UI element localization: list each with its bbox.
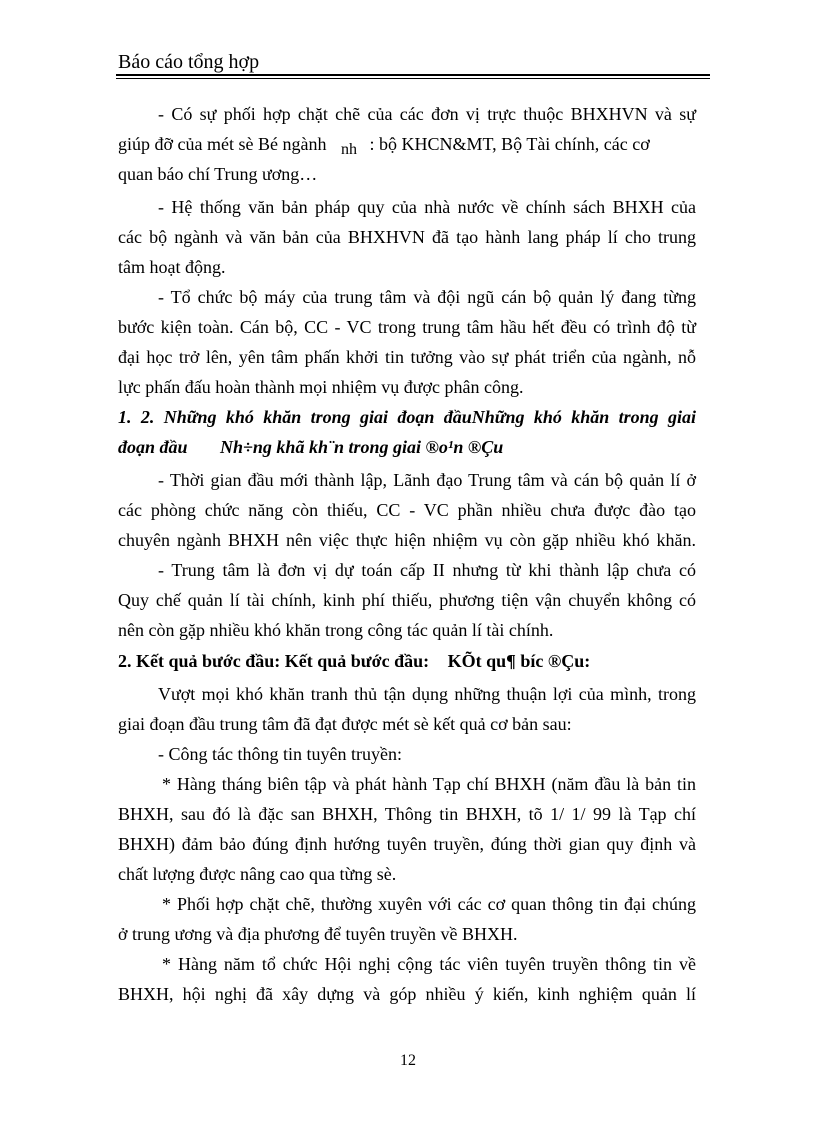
body-line: * Hàng năm tổ chức Hội nghị cộng tác viên tuyên truyền thông tin về [162,954,696,974]
body-line: * Hàng tháng biên tập và phát hành Tạp chí BHXH (năm đầu là bản tin [162,774,696,794]
body-line: - Tổ chức bộ máy của trung tâm và đội ngũ cán bộ quản lý đang từng [158,287,696,307]
body-line: bước kiện toàn. Cán bộ, CC - VC trong trung tâm hầu hết đều có trình độ từ [118,317,696,337]
body-line: chất lượng được nâng cao qua từng sè. [118,864,397,884]
body-line: tâm hoạt động. [118,257,226,277]
body-line: giai đoạn đầu trung tâm đã đạt được mét sè kết quả cơ bản sau: [118,714,572,734]
body-line: BHXH, sau đó là đặc san BHXH, Thông tin BHXH, tõ 1/ 1/ 99 là Tạp chí [118,804,696,824]
body-text: : bộ KHCN&MT, Bộ Tài chính, các cơ [369,134,650,154]
page-header-title: Báo cáo tổng hợp [118,51,260,73]
body-line: nên còn gặp nhiều khó khăn trong công tác quản lí tài chính. [118,620,554,640]
body-line: BHXH) đảm bảo đúng định hướng tuyên truyền, đúng thời gian quy định và [118,834,696,854]
header-rule-thin [116,78,710,79]
section-heading-text: KÕt qu¶ bíc ®Çu: [447,651,591,671]
section-heading: 1. 2. Những khó khăn trong giai đoạn đầuNhững khó khăn trong giai [118,407,696,427]
body-line: - Có sự phối hợp chặt chẽ của các đơn vị trực thuộc BHXHVN và sự [158,104,696,124]
section-heading [118,436,503,458]
body-line: quan báo chí Trung ương… [118,164,318,184]
body-line: Vượt mọi khó khăn tranh thủ tận dụng những thuận lợi của mình, trong [158,684,696,704]
body-line: Quy chế quản lí tài chính, kinh phí thiếu, phương tiện vận chuyển không có [118,590,696,610]
body-line [118,133,650,157]
body-line: - Công tác thông tin tuyên truyền: [158,744,402,764]
body-line: - Thời gian đầu mới thành lập, Lãnh đạo Trung tâm và cán bộ quản lí ở [158,470,696,490]
section-heading [118,650,590,672]
body-line: ở trung ương và địa phương để tuyên truyền về BHXH. [118,924,518,944]
section-heading-text: Nh÷ng khã kh¨n trong giai ®o¹n ®Çu [220,437,504,457]
body-line: đại học trở lên, yên tâm phấn khởi tin tưởng vào sự phát triển của ngành, nỗ [118,347,696,367]
body-line: - Trung tâm là đơn vị dự toán cấp II nhưng từ khi thành lập chưa có [158,560,696,580]
body-line: các phòng chức năng còn thiếu, CC - VC phần nhiều chưa được đào tạo [118,500,696,520]
body-line: BHXH, hội nghị đã xây dựng và góp nhiều ý kiến, kinh nghiệm quản lí [118,984,696,1004]
body-line: * Phối hợp chặt chẽ, thường xuyên với các cơ quan thông tin đại chúng [162,894,696,914]
body-text: giúp đỡ của mét sè Bé ngành [118,134,327,154]
page-number: 12 [400,1052,416,1069]
body-text-subscript: nh [340,141,357,158]
header-rule-thick [116,74,710,76]
section-heading-text: đoạn đầu [118,437,188,457]
body-line: lực phấn đấu hoàn thành mọi nhiệm vụ được phân công. [118,377,524,397]
body-line: - Hệ thống văn bản pháp quy của nhà nước về chính sách BHXH của [158,197,696,217]
body-line: các bộ ngành và văn bản của BHXHVN đã tạo hành lang pháp lí cho trung [118,227,696,247]
body-line: chuyên ngành BHXH nên việc thực hiện nhiệm vụ còn gặp nhiều khó khăn. [118,530,696,550]
section-heading-text: 2. Kết quả bước đầu: Kết quả bước đầu: [118,651,430,671]
